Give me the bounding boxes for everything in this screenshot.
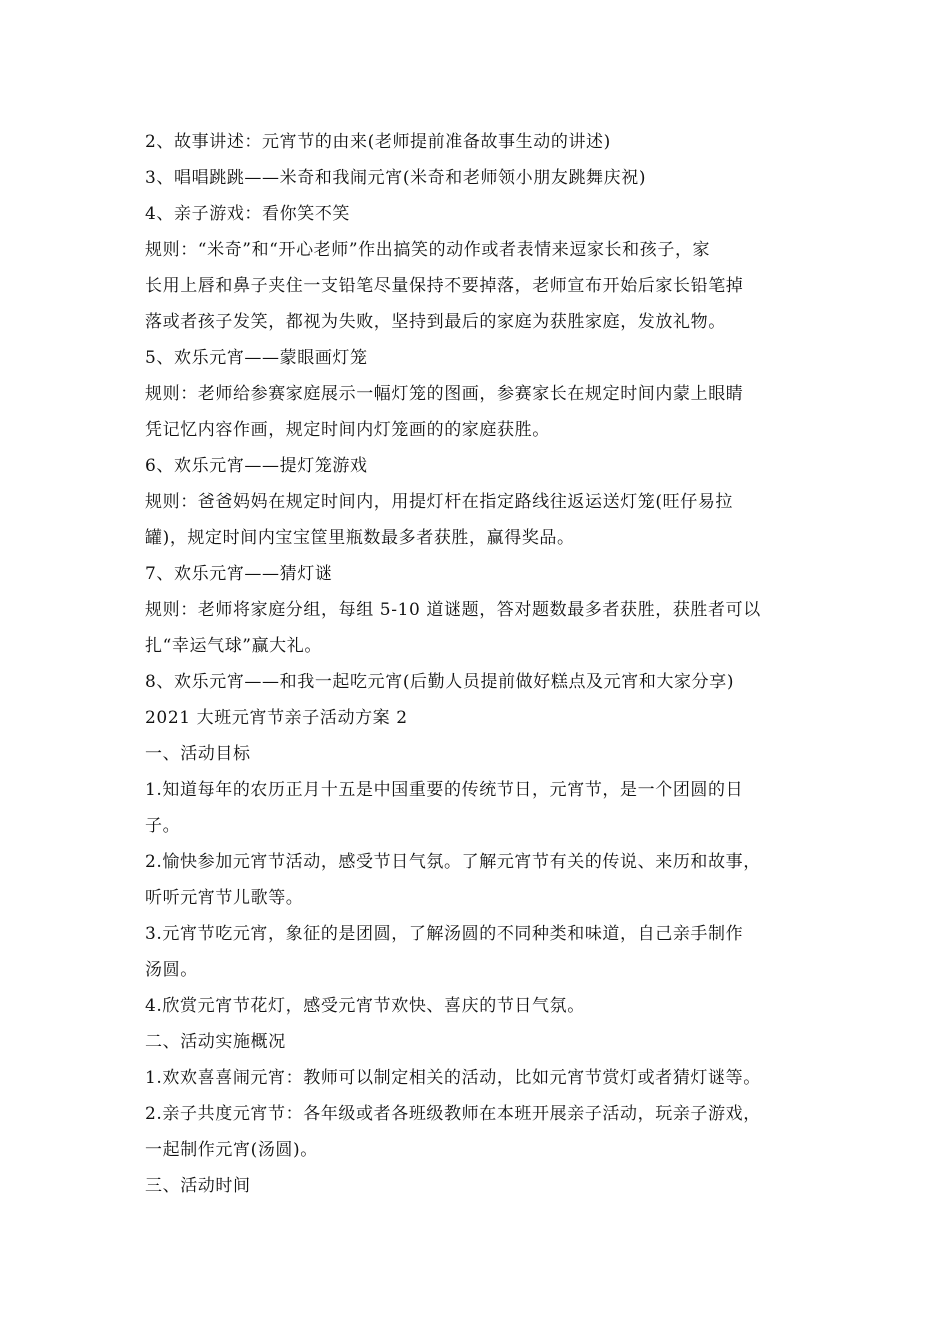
text-line: 7、欢乐元宵——猜灯谜 <box>145 564 333 584</box>
text-line: 规则：老师将家庭分组，每组 5-10 道谜题，答对题数最多者获胜，获胜者可以 <box>145 600 761 620</box>
text-line: 2.亲子共度元宵节：各年级或者各班级教师在本班开展亲子活动，玩亲子游戏， <box>145 1104 761 1124</box>
section-heading: 三、活动时间 <box>145 1176 251 1196</box>
text-line: 1.欢欢喜喜闹元宵：教师可以制定相关的活动，比如元宵节赏灯或者猜灯谜等。 <box>145 1068 761 1088</box>
text-line: 6、欢乐元宵——提灯笼游戏 <box>145 456 368 476</box>
text-line: 规则：老师给参赛家庭展示一幅灯笼的图画，参赛家长在规定时间内蒙上眼睛 <box>145 384 744 404</box>
text-line: 罐)，规定时间内宝宝筐里瓶数最多者获胜，赢得奖品。 <box>145 528 575 548</box>
text-line: 8、欢乐元宵——和我一起吃元宵(后勤人员提前做好糕点及元宵和大家分享) <box>145 672 735 692</box>
text-line: 子。 <box>145 816 181 836</box>
text-line: 规则：爸爸妈妈在规定时间内，用提灯杆在指定路线往返运送灯笼(旺仔易拉 <box>145 492 734 512</box>
text-line: 扎“幸运气球”赢大礼。 <box>145 636 322 656</box>
text-line: 2.愉快参加元宵节活动，感受节日气氛。了解元宵节有关的传说、来历和故事， <box>145 852 761 872</box>
text-line: 3.元宵节吃元宵，象征的是团圆，了解汤圆的不同种类和味道，自己亲手制作 <box>145 924 744 944</box>
text-line: 1.知道每年的农历正月十五是中国重要的传统节日，元宵节，是一个团圆的日 <box>145 780 744 800</box>
text-line: 规则：“米奇”和“开心老师”作出搞笑的动作或者表情来逗家长和孩子，家 <box>145 240 711 260</box>
text-line: 3、唱唱跳跳——米奇和我闹元宵(米奇和老师领小朋友跳舞庆祝) <box>145 168 647 188</box>
section-heading: 一、活动目标 <box>145 744 251 764</box>
text-line: 5、欢乐元宵——蒙眼画灯笼 <box>145 348 368 368</box>
text-line: 一起制作元宵(汤圆)。 <box>145 1140 318 1160</box>
text-line: 凭记忆内容作画，规定时间内灯笼画的的家庭获胜。 <box>145 420 550 440</box>
text-line: 4.欣赏元宵节花灯，感受元宵节欢快、喜庆的节日气氛。 <box>145 996 585 1016</box>
text-line: 4、亲子游戏：看你笑不笑 <box>145 204 351 224</box>
text-line: 长用上唇和鼻子夹住一支铅笔尽量保持不要掉落，老师宣布开始后家长铅笔掉 <box>145 276 744 296</box>
text-line: 听听元宵节儿歌等。 <box>145 888 304 908</box>
text-line: 汤圆。 <box>145 960 198 980</box>
document-body <box>145 124 810 1204</box>
section-title: 2021 大班元宵节亲子活动方案 2 <box>145 708 408 728</box>
section-heading: 二、活动实施概况 <box>145 1032 286 1052</box>
text-line: 落或者孩子发笑，都视为失败，坚持到最后的家庭为获胜家庭，发放礼物。 <box>145 312 726 332</box>
text-line: 2、故事讲述：元宵节的由来(老师提前准备故事生动的讲述) <box>145 132 611 152</box>
